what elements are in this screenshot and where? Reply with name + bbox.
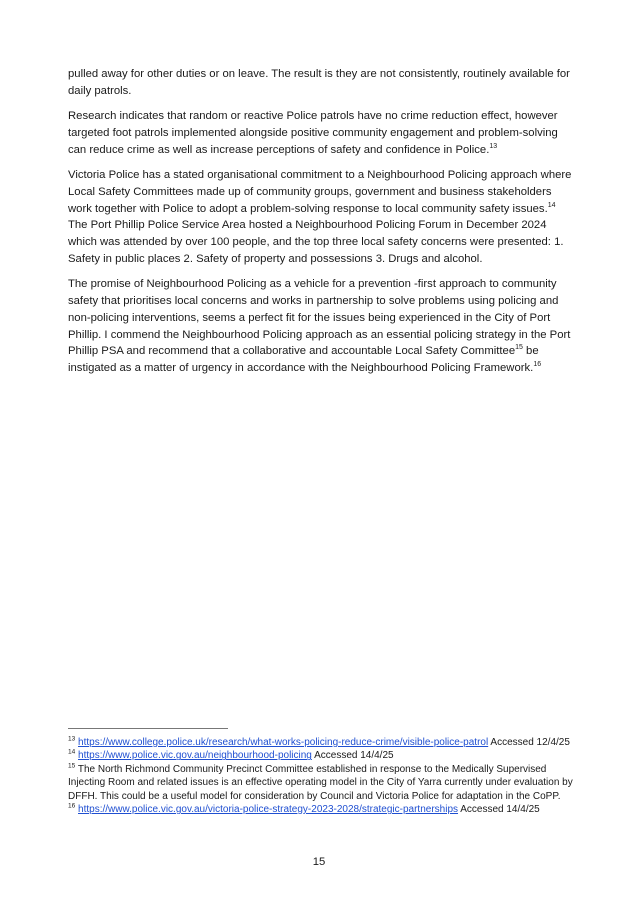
- footnotes: [68, 736, 574, 816]
- paragraph-3: Victoria Police has a stated organisational commitment to a Neighbourhood Policing approach where Local Safety Committees made up of community groups, government and business stakeholders work together with Police to adopt a problem-solving response to local community safety issues.$^{14}$ The Port Phillip Police Service Area hosted a Neighbourhood Policing Forum in December 2024 which was attended by over 100 people, and the top three local safety concerns were presented: 1. Safety in public places 2. Safety of property and possessions 3. Drugs and alcohol.: [68, 168, 572, 265]
- footnote-13: $^{13}$ https://www.college.police.uk/research/what-works-policing-reduce-crime/visible-police-patrol Accessed 12/4/25: [68, 735, 570, 748]
- footnote-separator: [68, 728, 228, 729]
- paragraph-4: The promise of Neighbourhood Policing as a vehicle for a prevention -first approach to community safety that prioritises local concerns and works in partnership to solve problems using policing and non-policing interventions, seems a perfect fit for the issues being experienced in the City of Port Phillip. I commend the Neighbourhood Policing approach as an essential policing strategy in the Port Phillip PSA and recommend that a collaborative and accountable Local Safety Committee$^{15}$ be instigated as a matter of urgency in accordance with the Neighbourhood Policing Framework.$^{16}$: [68, 278, 571, 375]
- paragraph-2: Research indicates that random or reactive Police patrols have no crime reduction effect, however targeted foot patrols implemented alongside positive community engagement and problem-solving can reduce crime as well as increase perceptions of safety and confidence in Police.$^{13}$: [68, 110, 558, 156]
- footnote-ref-16[interactable]: 16: [533, 361, 542, 369]
- footnote-16-link[interactable]: https://www.police.vic.gov.au/victoria-police-strategy-2023-2028/strategic-partnerships: [78, 804, 459, 816]
- footnote-ref-14[interactable]: 14: [547, 201, 556, 209]
- footnote-15: $^{15}$ The North Richmond Community Precinct Committee established in response to the Medically Supervised Injecting Room and related issues is an effective operating model in the City of Yarra currently under evaluation by DFFH. This could be a useful model for consideration by Council and Victoria Police for adaptation in the CoPP.: [68, 762, 573, 802]
- footnote-14-link[interactable]: https://www.police.vic.gov.au/neighbourhood-policing: [78, 750, 312, 762]
- footnote-ref-13[interactable]: 13: [489, 142, 498, 150]
- body-text: [68, 66, 574, 386]
- footnote-ref-15[interactable]: 15: [515, 344, 523, 352]
- footnote-16: $^{16}$ https://www.police.vic.gov.au/victoria-police-strategy-2023-2028/strategic-partnerships Accessed 14/4/25: [68, 802, 540, 816]
- page-number: 15: [312, 856, 326, 868]
- footnote-13-link[interactable]: https://www.college.police.uk/research/what-works-policing-reduce-crime/visible-police-patrol: [78, 737, 489, 748]
- paragraph-1: pulled away for other duties or on leave. The result is they are not consistently, routinely available for daily patrols.: [68, 68, 570, 97]
- footnote-14: $^{14}$ https://www.police.vic.gov.au/neighbourhood-policing Accessed 14/4/25: [68, 749, 394, 762]
